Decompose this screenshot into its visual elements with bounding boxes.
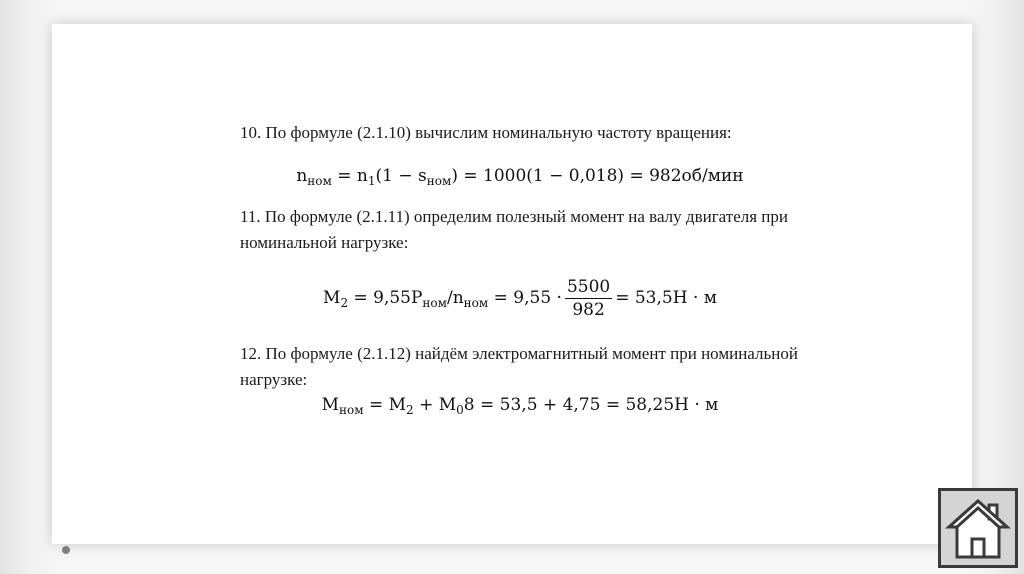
step-11-text: 11. По формуле (2.1.11) определим полезный момент на валу двигателя при номинальной нагрузке:: [240, 207, 788, 252]
formula-subscript: ном: [426, 174, 452, 188]
fraction-denominator: 982: [572, 300, 605, 320]
formula-term: + M: [413, 395, 457, 415]
formula-term: M: [321, 395, 340, 415]
formula-term: /n: [446, 288, 464, 308]
formula-subscript: ном: [463, 296, 489, 310]
formula-nominal-speed: [240, 166, 800, 186]
formula-term: (1 − s: [375, 166, 427, 186]
formula-term: n: [356, 166, 368, 186]
formula-term: =: [331, 166, 357, 186]
formula-term: = M: [363, 395, 407, 415]
dot-icon: [62, 546, 70, 554]
home-icon: [945, 495, 1011, 561]
slide-content: [240, 120, 800, 415]
formula-fraction: [565, 276, 612, 321]
formula-term: = 53,5H · м: [615, 288, 717, 308]
formula-subscript: 1: [367, 174, 376, 188]
formula-subscript: 2: [406, 403, 414, 417]
formula-subscript: ном: [422, 296, 447, 310]
formula-term: M: [323, 288, 341, 308]
formula-subscript: 2: [340, 296, 349, 310]
formula-electromagnetic-torque: [240, 395, 800, 415]
formula-term: = 9,55P: [348, 288, 423, 308]
fraction-numerator: 5500: [566, 277, 611, 297]
formula-subscript: ном: [339, 403, 364, 417]
formula-useful-torque: [240, 276, 800, 321]
step-10-text: 10. По формуле (2.1.10) вычислим номинальную частоту вращения:: [240, 123, 732, 142]
formula-subscript: ном: [307, 174, 332, 188]
formula-term: 8 = 53,5 + 4,75 = 58,25H · м: [463, 395, 719, 415]
home-button[interactable]: [938, 488, 1018, 568]
formula-term: = 9,55 ·: [488, 288, 562, 308]
formula-term: ) = 1000(1 − 0,018) = 982об/мин: [451, 166, 744, 186]
step-12-text: 12. По формуле (2.1.12) найдём электромагнитный момент при номинальной нагрузке:: [240, 344, 798, 389]
formula-term: n: [296, 166, 308, 186]
formula-subscript: 0: [456, 403, 464, 417]
